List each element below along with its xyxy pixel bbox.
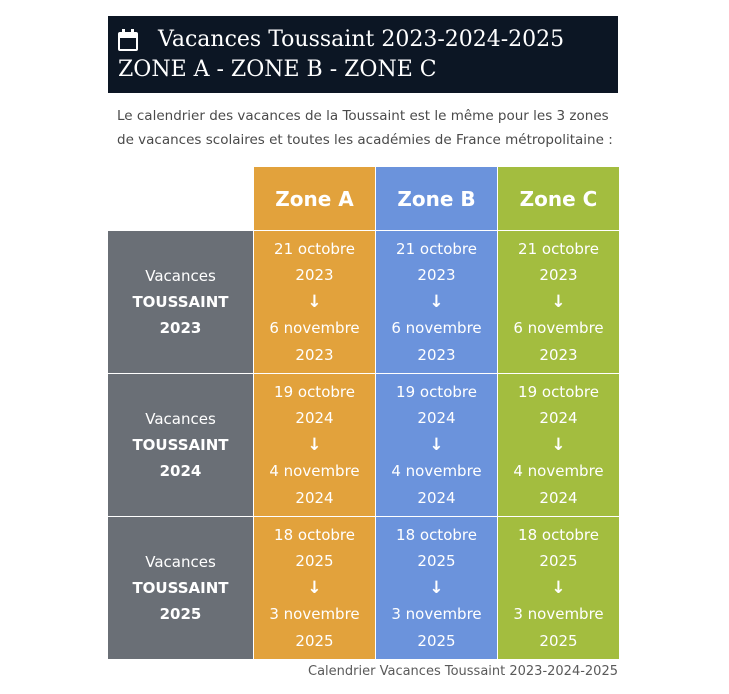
zone-b-dates-cell [376,374,498,517]
zone-c-header: Zone C [498,167,620,231]
zone-a-dates-cell [254,374,376,517]
start-date: 21 octobre [396,239,477,258]
end-date: 3 novembre [391,605,482,624]
header-blank-cell [108,167,254,231]
end-date: 4 novembre [269,462,360,481]
end-date: 6 novembre [513,319,604,338]
calendar-icon [118,28,138,52]
start-year: 2024 [539,409,578,428]
start-year: 2025 [417,552,456,571]
end-year: 2023 [539,345,578,364]
table-row [108,231,619,374]
start-year: 2025 [539,552,578,571]
start-date: 19 octobre [518,382,599,401]
end-date: 6 novembre [391,319,482,338]
zone-b-dates-cell [376,517,498,660]
zone-a-header: Zone A [254,167,376,231]
page-title: Vacances Toussaint 2023-2024-2025 [158,27,565,52]
end-year: 2023 [417,345,456,364]
zone-c-dates-cell [498,374,620,517]
row-label-2024 [108,374,254,517]
start-year: 2025 [295,552,334,571]
row-label-text: Vacances [145,553,216,571]
arrow-down-icon: ↓ [307,434,322,455]
end-date: 3 novembre [513,605,604,624]
end-year: 2024 [539,488,578,507]
title-line-1 [118,25,608,55]
row-label-text: Vacances [145,410,216,428]
arrow-down-icon: ↓ [551,291,566,312]
title-banner [108,16,618,93]
zone-c-dates-cell [498,517,620,660]
start-date: 19 octobre [396,382,477,401]
row-label-text: 2023 [159,319,202,337]
row-label-text: TOUSSAINT [132,293,229,311]
start-year: 2023 [417,266,456,285]
end-year: 2025 [417,631,456,650]
start-date: 18 octobre [518,525,599,544]
arrow-down-icon: ↓ [551,434,566,455]
start-date: 18 octobre [396,525,477,544]
start-date: 18 octobre [274,525,355,544]
arrow-down-icon: ↓ [429,577,444,598]
row-label-2025 [108,517,254,660]
start-year: 2023 [539,266,578,285]
arrow-down-icon: ↓ [429,291,444,312]
arrow-down-icon: ↓ [551,577,566,598]
start-date: 21 octobre [274,239,355,258]
zone-c-dates-cell [498,231,620,374]
arrow-down-icon: ↓ [307,577,322,598]
start-year: 2024 [417,409,456,428]
arrow-down-icon: ↓ [429,434,444,455]
page-subtitle: ZONE A - ZONE B - ZONE C [118,57,437,82]
end-year: 2024 [295,488,334,507]
table-caption: Calendrier Vacances Toussaint 2023-2024-2025 [308,664,618,679]
end-year: 2025 [539,631,578,650]
zone-a-dates-cell [254,517,376,660]
zone-a-dates-cell [254,231,376,374]
row-label-text: TOUSSAINT [132,436,229,454]
start-date: 19 octobre [274,382,355,401]
end-date: 3 novembre [269,605,360,624]
start-year: 2024 [295,409,334,428]
start-year: 2023 [295,266,334,285]
row-label-text: 2025 [159,605,202,623]
intro-paragraph [117,104,622,152]
table-row [108,374,619,517]
row-label-text: 2024 [159,462,202,480]
end-year: 2023 [295,345,334,364]
end-year: 2024 [417,488,456,507]
row-label-text: TOUSSAINT [132,579,229,597]
holiday-calendar-table [108,167,619,659]
zone-b-dates-cell [376,231,498,374]
end-date: 4 novembre [513,462,604,481]
end-date: 4 novembre [391,462,482,481]
row-label-2023 [108,231,254,374]
start-date: 21 octobre [518,239,599,258]
intro-line-2: de vacances scolaires et toutes les académies de France métropolitaine : [117,132,613,148]
zone-b-header: Zone B [376,167,498,231]
end-date: 6 novembre [269,319,360,338]
arrow-down-icon: ↓ [307,291,322,312]
intro-line-1: Le calendrier des vacances de la Toussaint est le même pour les 3 zones [117,108,609,124]
table-header-row [108,167,619,231]
end-year: 2025 [295,631,334,650]
row-label-text: Vacances [145,267,216,285]
table-row [108,517,619,660]
